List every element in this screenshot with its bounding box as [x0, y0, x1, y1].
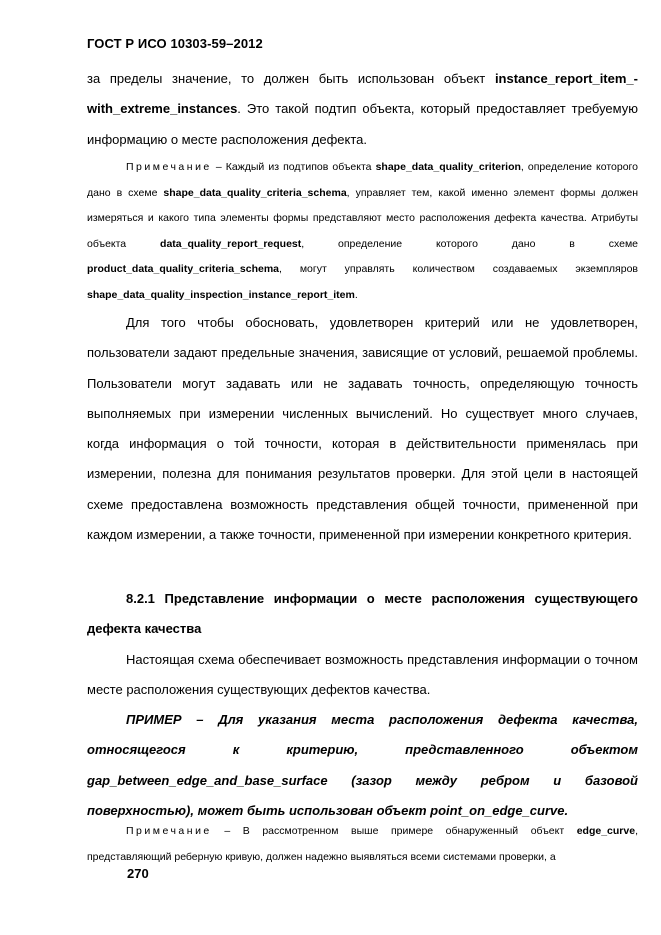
paragraph-schema-location: Настоящая схема обеспечивает возможность представления информации о точном месте расположения существующих дефектов качества. — [87, 652, 638, 698]
note-edge-curve: Примечание – В рассмотренном выше примере обнаруженный объект edge_curve, представляющий реберную кривую, должен надежно выявляться всеми системами проверки, а — [87, 825, 638, 863]
section-heading-8-2-1: 8.2.1 Представление информации о месте расположения существующего дефекта качества — [87, 591, 638, 637]
note-label: Примечание — [126, 161, 212, 173]
note-shape-criterion: Примечание – Каждый из подтипов объекта shape_data_quality_criterion, определение которого дано в схеме shape_data_quality_criteria_schema, управляет тем, какой именно элемент формы должен измеряться и какого типа элементы формы представляют место расположения дефекта качества. Атрибуты объекта data_quality_report_request, определение которого дано в схеме product_data_quality_criteria_schema, могут управлять количеством создаваемых экземпляров shape_data_quality_inspection_instance_report_item. — [87, 161, 638, 301]
paragraph-instance-report: за пределы значение, то должен быть использован объект instance_report_item_-with_extreme_instances. Это такой подтип объекта, который предоставляет требуемую информацию о месте расположения дефекта. — [87, 71, 638, 147]
page-number: 270 — [127, 866, 149, 881]
document-header: ГОСТ Р ИСО 10303-59–2012 — [87, 36, 263, 51]
object-name: instance_report_item_-with_extreme_instances — [87, 71, 638, 117]
example-block: ПРИМЕР – Для указания места расположения дефекта качества, относящегося к критерию, представленного объектом gap_between_edge_and_base_surface (зазор между ребром и базовой поверхностью), может быть использован объект point_on_edge_curve. — [87, 712, 638, 818]
paragraph-accuracy: Для того чтобы обосновать, удовлетворен критерий или не удовлетворен, пользователи задают предельные значения, зависящие от условий, решаемой проблемы. Пользователи могут задавать или не задавать точность, определяющую точность выполняемых при измерении численных вычислений. Но существует много случаев, когда информация о той точности, которая в действительности применялась при измерении, полезна для понимания результатов проверки. Для этой цели в настоящей схеме предоставлена возможность представления общей точности, примененной при каждом измерении, а также точности, примененной при измерении конкретного критерия. — [87, 315, 638, 543]
note-label: Примечание — [126, 825, 212, 837]
